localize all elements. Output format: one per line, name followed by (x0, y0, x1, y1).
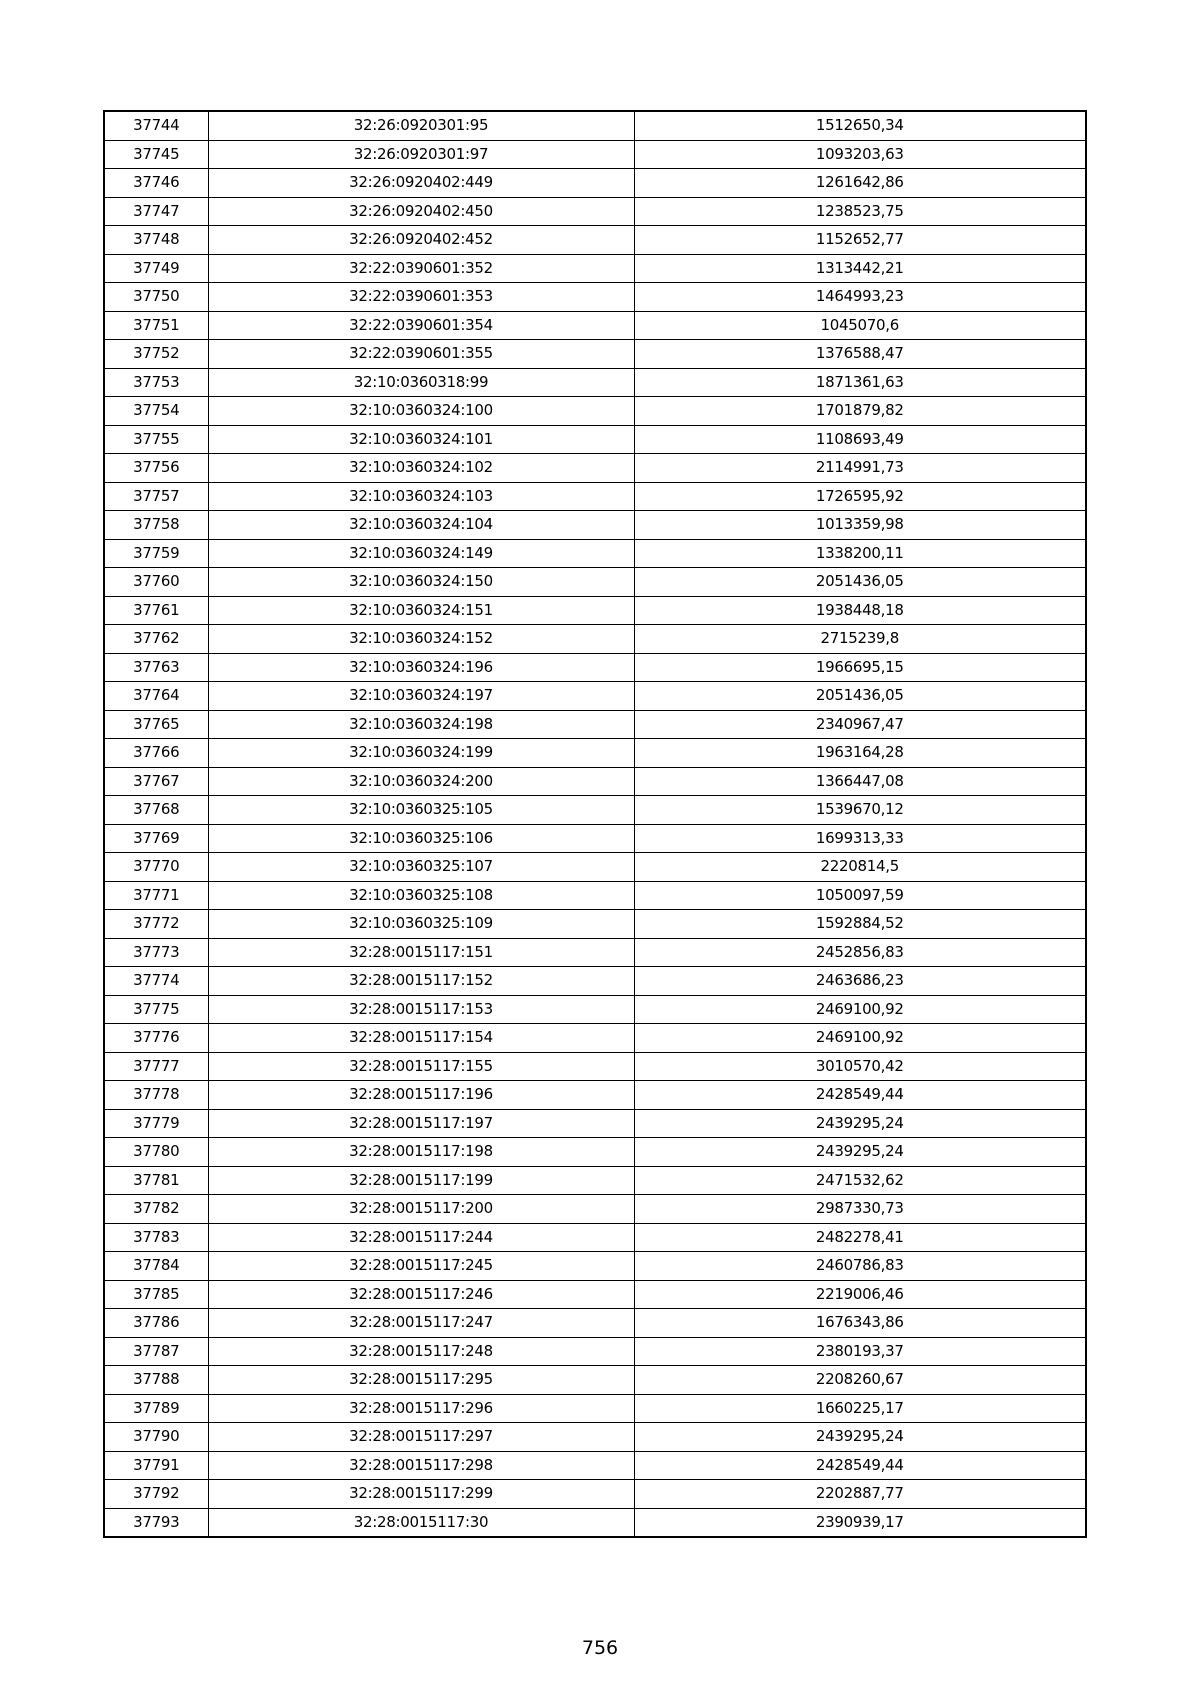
row-number-cell: 37790 (104, 1423, 208, 1452)
value-cell: 1871361,63 (634, 368, 1086, 397)
cadastral-number-cell: 32:10:0360324:200 (208, 767, 634, 796)
cadastral-number-cell: 32:28:0015117:196 (208, 1081, 634, 1110)
value-cell: 3010570,42 (634, 1052, 1086, 1081)
table-row (104, 311, 1086, 340)
row-number-cell: 37758 (104, 511, 208, 540)
value-cell: 2482278,41 (634, 1223, 1086, 1252)
row-number-cell: 37780 (104, 1138, 208, 1167)
value-cell: 1464993,23 (634, 283, 1086, 312)
cadastral-number-cell: 32:10:0360325:109 (208, 910, 634, 939)
table-row (104, 710, 1086, 739)
cadastral-number-cell: 32:28:0015117:199 (208, 1166, 634, 1195)
table-row (104, 1166, 1086, 1195)
table-row (104, 111, 1086, 140)
table-row (104, 425, 1086, 454)
cadastral-number-cell: 32:10:0360324:102 (208, 454, 634, 483)
cadastral-number-cell: 32:26:0920402:450 (208, 197, 634, 226)
table-row (104, 1223, 1086, 1252)
row-number-cell: 37760 (104, 568, 208, 597)
table-row (104, 853, 1086, 882)
row-number-cell: 37754 (104, 397, 208, 426)
table-row (104, 368, 1086, 397)
cadastral-number-cell: 32:10:0360324:199 (208, 739, 634, 768)
table-row (104, 1337, 1086, 1366)
cadastral-number-cell: 32:28:0015117:297 (208, 1423, 634, 1452)
cadastral-number-cell: 32:10:0360318:99 (208, 368, 634, 397)
row-number-cell: 37766 (104, 739, 208, 768)
value-cell: 1108693,49 (634, 425, 1086, 454)
table-row (104, 967, 1086, 996)
value-cell: 2219006,46 (634, 1280, 1086, 1309)
cadastral-number-cell: 32:28:0015117:245 (208, 1252, 634, 1281)
table-row (104, 482, 1086, 511)
row-number-cell: 37786 (104, 1309, 208, 1338)
value-cell: 1966695,15 (634, 653, 1086, 682)
cadastral-number-cell: 32:28:0015117:296 (208, 1394, 634, 1423)
row-number-cell: 37768 (104, 796, 208, 825)
cadastral-number-cell: 32:10:0360324:150 (208, 568, 634, 597)
row-number-cell: 37753 (104, 368, 208, 397)
cadastral-number-cell: 32:22:0390601:352 (208, 254, 634, 283)
row-number-cell: 37779 (104, 1109, 208, 1138)
row-number-cell: 37755 (104, 425, 208, 454)
table-row (104, 1052, 1086, 1081)
cadastral-number-cell: 32:28:0015117:247 (208, 1309, 634, 1338)
row-number-cell: 37747 (104, 197, 208, 226)
cadastral-number-cell: 32:22:0390601:354 (208, 311, 634, 340)
value-cell: 1045070,6 (634, 311, 1086, 340)
value-cell: 1660225,17 (634, 1394, 1086, 1423)
value-cell: 1261642,86 (634, 169, 1086, 198)
value-cell: 2208260,67 (634, 1366, 1086, 1395)
row-number-cell: 37767 (104, 767, 208, 796)
value-cell: 2220814,5 (634, 853, 1086, 882)
value-cell: 1376588,47 (634, 340, 1086, 369)
row-number-cell: 37761 (104, 596, 208, 625)
value-cell: 2202887,77 (634, 1480, 1086, 1509)
row-number-cell: 37763 (104, 653, 208, 682)
table-row (104, 653, 1086, 682)
cadastral-number-cell: 32:10:0360324:100 (208, 397, 634, 426)
table-row (104, 910, 1086, 939)
table-row (104, 881, 1086, 910)
cadastral-number-cell: 32:28:0015117:295 (208, 1366, 634, 1395)
table-row (104, 1451, 1086, 1480)
cadastral-number-cell: 32:10:0360325:108 (208, 881, 634, 910)
cadastral-number-cell: 32:10:0360324:149 (208, 539, 634, 568)
value-cell: 2051436,05 (634, 568, 1086, 597)
cadastral-number-cell: 32:26:0920402:449 (208, 169, 634, 198)
cadastral-number-cell: 32:22:0390601:355 (208, 340, 634, 369)
value-cell: 2469100,92 (634, 1024, 1086, 1053)
cadastral-number-cell: 32:28:0015117:298 (208, 1451, 634, 1480)
value-cell: 2114991,73 (634, 454, 1086, 483)
value-cell: 1152652,77 (634, 226, 1086, 255)
value-cell: 1963164,28 (634, 739, 1086, 768)
value-cell: 1592884,52 (634, 910, 1086, 939)
row-number-cell: 37751 (104, 311, 208, 340)
value-cell: 2469100,92 (634, 995, 1086, 1024)
cadastral-number-cell: 32:10:0360324:101 (208, 425, 634, 454)
value-cell: 1238523,75 (634, 197, 1086, 226)
row-number-cell: 37764 (104, 682, 208, 711)
row-number-cell: 37782 (104, 1195, 208, 1224)
table-row (104, 197, 1086, 226)
cadastral-number-cell: 32:28:0015117:198 (208, 1138, 634, 1167)
cadastral-number-cell: 32:28:0015117:152 (208, 967, 634, 996)
cadastral-number-cell: 32:10:0360324:103 (208, 482, 634, 511)
cadastral-number-cell: 32:28:0015117:153 (208, 995, 634, 1024)
value-cell: 1699313,33 (634, 824, 1086, 853)
value-cell: 2428549,44 (634, 1451, 1086, 1480)
table-row (104, 140, 1086, 169)
table-row (104, 1394, 1086, 1423)
table-row (104, 796, 1086, 825)
table-row (104, 1480, 1086, 1509)
row-number-cell: 37787 (104, 1337, 208, 1366)
table-row (104, 596, 1086, 625)
table-row (104, 539, 1086, 568)
table-row (104, 1366, 1086, 1395)
row-number-cell: 37757 (104, 482, 208, 511)
table-row (104, 938, 1086, 967)
value-cell: 1701879,82 (634, 397, 1086, 426)
table-row (104, 169, 1086, 198)
value-cell: 2715239,8 (634, 625, 1086, 654)
value-cell: 1050097,59 (634, 881, 1086, 910)
table-row (104, 340, 1086, 369)
value-cell: 2428549,44 (634, 1081, 1086, 1110)
row-number-cell: 37769 (104, 824, 208, 853)
value-cell: 2340967,47 (634, 710, 1086, 739)
table-row (104, 1081, 1086, 1110)
cadastral-number-cell: 32:28:0015117:151 (208, 938, 634, 967)
row-number-cell: 37759 (104, 539, 208, 568)
table-row (104, 625, 1086, 654)
table-row (104, 824, 1086, 853)
cadastral-number-cell: 32:10:0360325:105 (208, 796, 634, 825)
cadastral-number-cell: 32:28:0015117:197 (208, 1109, 634, 1138)
table-row (104, 1508, 1086, 1537)
value-cell: 2463686,23 (634, 967, 1086, 996)
table-row (104, 767, 1086, 796)
value-cell: 2439295,24 (634, 1109, 1086, 1138)
row-number-cell: 37746 (104, 169, 208, 198)
row-number-cell: 37791 (104, 1451, 208, 1480)
cadastral-number-cell: 32:10:0360324:104 (208, 511, 634, 540)
row-number-cell: 37777 (104, 1052, 208, 1081)
value-cell: 1726595,92 (634, 482, 1086, 511)
row-number-cell: 37781 (104, 1166, 208, 1195)
table-row (104, 995, 1086, 1024)
cadastral-number-cell: 32:22:0390601:353 (208, 283, 634, 312)
value-cell: 1313442,21 (634, 254, 1086, 283)
row-number-cell: 37785 (104, 1280, 208, 1309)
table-row (104, 1309, 1086, 1338)
value-cell: 1676343,86 (634, 1309, 1086, 1338)
row-number-cell: 37773 (104, 938, 208, 967)
row-number-cell: 37772 (104, 910, 208, 939)
value-cell: 2051436,05 (634, 682, 1086, 711)
row-number-cell: 37793 (104, 1508, 208, 1537)
value-cell: 2439295,24 (634, 1423, 1086, 1452)
table-row (104, 1252, 1086, 1281)
row-number-cell: 37774 (104, 967, 208, 996)
value-cell: 1366447,08 (634, 767, 1086, 796)
row-number-cell: 37789 (104, 1394, 208, 1423)
row-number-cell: 37750 (104, 283, 208, 312)
cadastral-number-cell: 32:26:0920402:452 (208, 226, 634, 255)
cadastral-number-cell: 32:10:0360324:152 (208, 625, 634, 654)
table-row (104, 1423, 1086, 1452)
row-number-cell: 37783 (104, 1223, 208, 1252)
row-number-cell: 37745 (104, 140, 208, 169)
row-number-cell: 37765 (104, 710, 208, 739)
cadastral-number-cell: 32:28:0015117:30 (208, 1508, 634, 1537)
table-row (104, 511, 1086, 540)
row-number-cell: 37752 (104, 340, 208, 369)
table-row (104, 254, 1086, 283)
data-table (103, 110, 1087, 1538)
value-cell: 1013359,98 (634, 511, 1086, 540)
cadastral-number-cell: 32:10:0360324:198 (208, 710, 634, 739)
row-number-cell: 37771 (104, 881, 208, 910)
value-cell: 2380193,37 (634, 1337, 1086, 1366)
cadastral-number-cell: 32:28:0015117:155 (208, 1052, 634, 1081)
row-number-cell: 37762 (104, 625, 208, 654)
cadastral-number-cell: 32:26:0920301:95 (208, 111, 634, 140)
cadastral-number-cell: 32:10:0360324:151 (208, 596, 634, 625)
row-number-cell: 37792 (104, 1480, 208, 1509)
table-row (104, 283, 1086, 312)
value-cell: 2390939,17 (634, 1508, 1086, 1537)
table-row (104, 397, 1086, 426)
cadastral-number-cell: 32:28:0015117:154 (208, 1024, 634, 1053)
cadastral-number-cell: 32:10:0360325:107 (208, 853, 634, 882)
row-number-cell: 37784 (104, 1252, 208, 1281)
table-row (104, 739, 1086, 768)
table-row (104, 1109, 1086, 1138)
table-row (104, 454, 1086, 483)
table-row (104, 226, 1086, 255)
page-number: 756 (581, 1637, 619, 1659)
table-body (104, 111, 1086, 1537)
row-number-cell: 37778 (104, 1081, 208, 1110)
cadastral-number-cell: 32:26:0920301:97 (208, 140, 634, 169)
value-cell: 1539670,12 (634, 796, 1086, 825)
table-row (104, 1138, 1086, 1167)
value-cell: 1338200,11 (634, 539, 1086, 568)
value-cell: 1093203,63 (634, 140, 1086, 169)
cadastral-number-cell: 32:10:0360325:106 (208, 824, 634, 853)
cadastral-number-cell: 32:10:0360324:196 (208, 653, 634, 682)
value-cell: 1512650,34 (634, 111, 1086, 140)
row-number-cell: 37756 (104, 454, 208, 483)
row-number-cell: 37744 (104, 111, 208, 140)
row-number-cell: 37776 (104, 1024, 208, 1053)
row-number-cell: 37788 (104, 1366, 208, 1395)
table-row (104, 1195, 1086, 1224)
value-cell: 2439295,24 (634, 1138, 1086, 1167)
cadastral-number-cell: 32:28:0015117:200 (208, 1195, 634, 1224)
row-number-cell: 37770 (104, 853, 208, 882)
row-number-cell: 37775 (104, 995, 208, 1024)
table-row (104, 1280, 1086, 1309)
value-cell: 2987330,73 (634, 1195, 1086, 1224)
table-row (104, 682, 1086, 711)
cadastral-number-cell: 32:28:0015117:248 (208, 1337, 634, 1366)
row-number-cell: 37748 (104, 226, 208, 255)
cadastral-number-cell: 32:28:0015117:246 (208, 1280, 634, 1309)
cadastral-number-cell: 32:28:0015117:299 (208, 1480, 634, 1509)
value-cell: 1938448,18 (634, 596, 1086, 625)
value-cell: 2460786,83 (634, 1252, 1086, 1281)
table-row (104, 1024, 1086, 1053)
row-number-cell: 37749 (104, 254, 208, 283)
table-row (104, 568, 1086, 597)
value-cell: 2452856,83 (634, 938, 1086, 967)
cadastral-number-cell: 32:10:0360324:197 (208, 682, 634, 711)
value-cell: 2471532,62 (634, 1166, 1086, 1195)
cadastral-number-cell: 32:28:0015117:244 (208, 1223, 634, 1252)
